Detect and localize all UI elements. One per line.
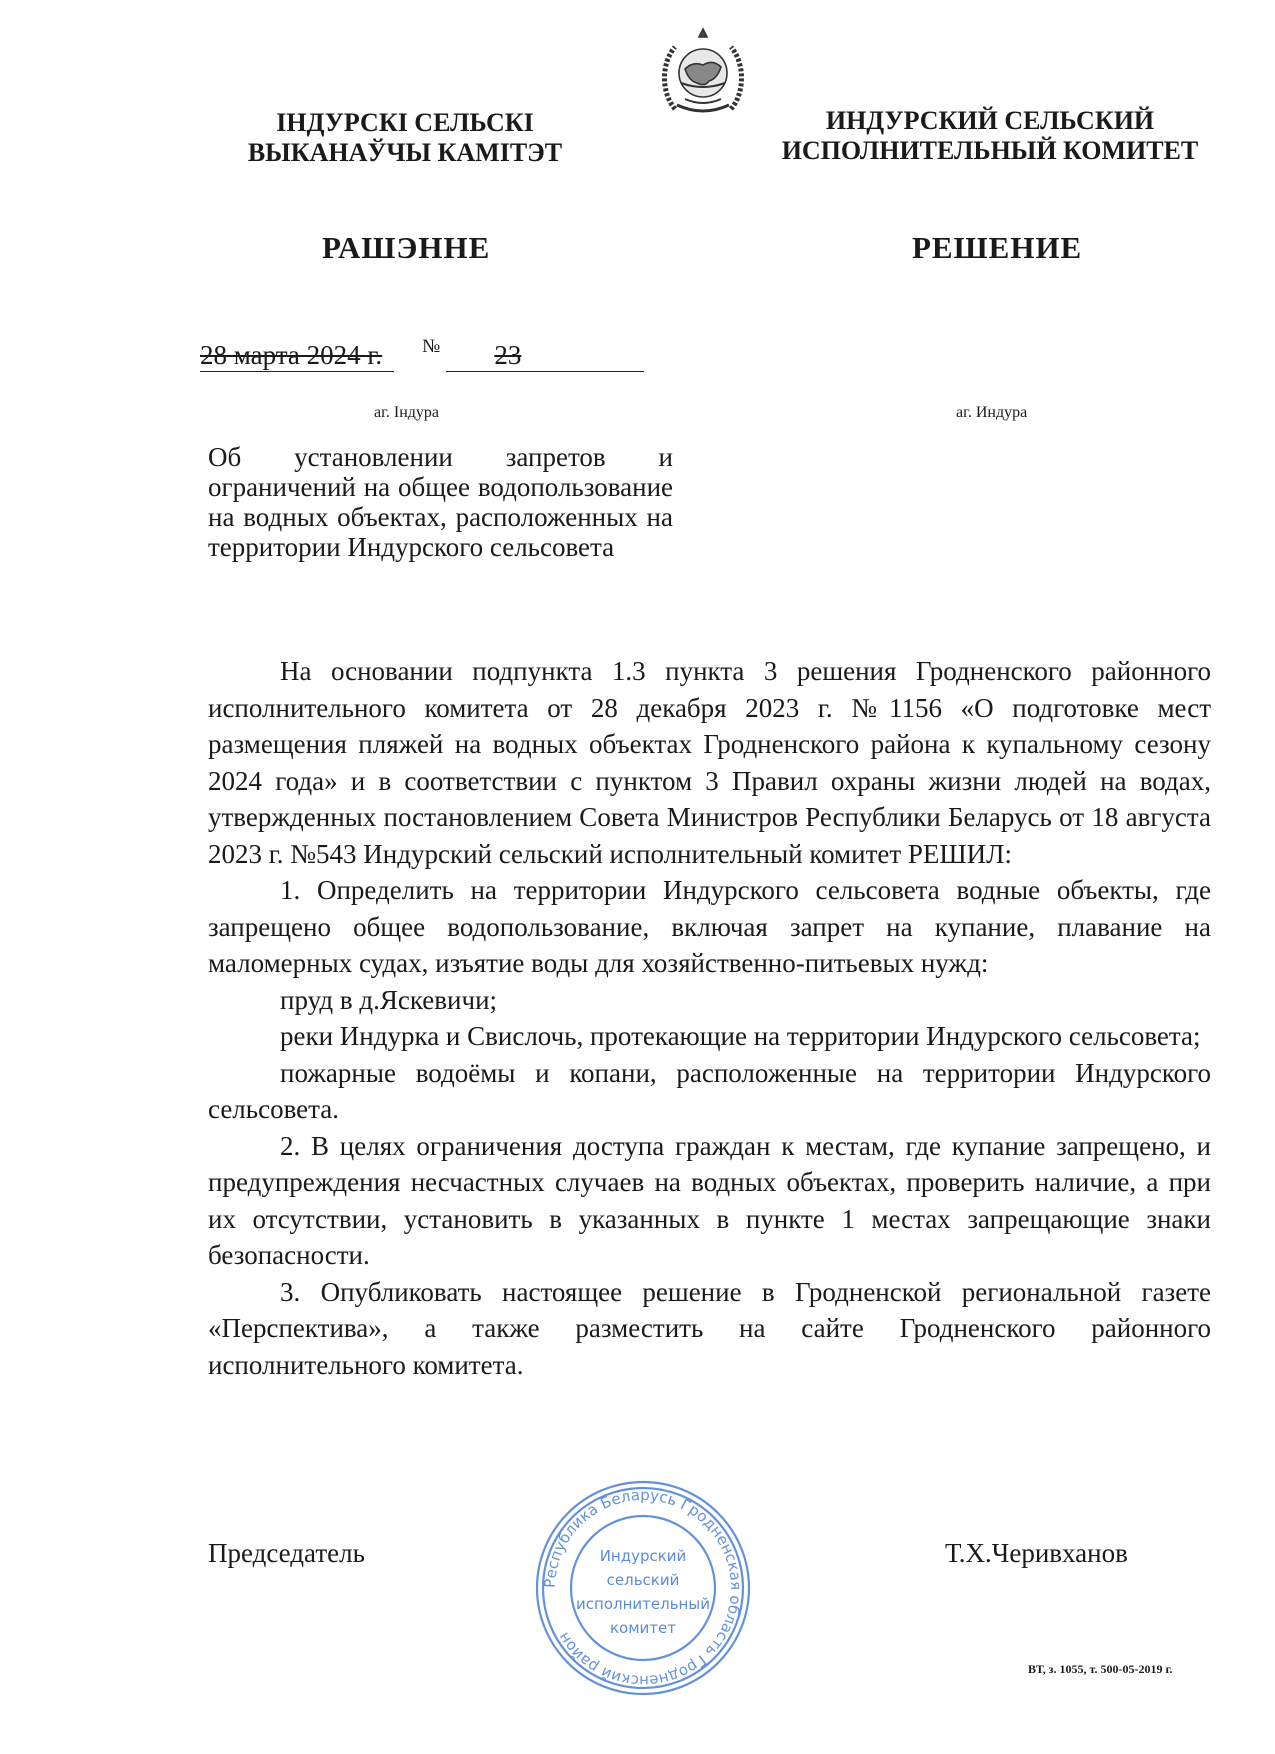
org-ru-line1: ИНДУРСКИЙ СЕЛЬСКИЙ bbox=[825, 106, 1155, 135]
document-date: 28 марта 2024 г. bbox=[200, 340, 394, 372]
seal-center-line4: комитет bbox=[609, 1619, 677, 1637]
document-body bbox=[208, 653, 1211, 1383]
date-number-line bbox=[200, 336, 644, 372]
item-1-list-item: пруд в д.Яскевичи; bbox=[280, 984, 498, 1015]
place-ru: аг. Индура bbox=[956, 404, 1028, 421]
print-footer: ВТ, з. 1055, т. 500-05-2019 г. bbox=[1028, 1662, 1173, 1676]
organization-name-ru bbox=[770, 106, 1210, 166]
seal-ring-text: Республика Беларусь Гродненская область Гродненский район bbox=[540, 1485, 746, 1691]
place-by: аг. Індура bbox=[374, 404, 439, 421]
item-3-paragraph: 3. Опубликовать настоящее решение в Гродненской региональной газете «Перспектива», а также разместить на сайте Гродненского районного исполнительного комитета. bbox=[208, 1276, 1211, 1380]
official-seal bbox=[532, 1477, 754, 1699]
signatory-name: Т.Х.Черивханов bbox=[945, 1538, 1128, 1568]
document-number: 23 bbox=[446, 340, 644, 372]
item-1-list-item: реки Индурка и Свислочь, протекающие на территории Индурского сельсовета; bbox=[280, 1021, 1201, 1051]
signatory-title: Председатель bbox=[208, 1538, 365, 1568]
document-subject: Об установлении запретов и ограничений на общее водопользование на водных объектах, расположенных на территории Индурского сельсовета bbox=[208, 442, 673, 562]
org-ru-line2: ИСПОЛНИТЕЛЬНЫЙ КОМИТЕТ bbox=[781, 136, 1199, 165]
organization-name-by bbox=[220, 108, 590, 168]
doc-type-by: РАШЭННЕ bbox=[322, 230, 491, 265]
item-2-paragraph: 2. В целях ограничения доступа граждан к местам, где купание запрещено, и предупреждения несчастных случаев на водных объектах, проверить наличие, а при их отсутствии, установить в указанных в пункте 1 местах запрещающие знаки безопасности. bbox=[208, 1130, 1211, 1270]
item-1-paragraph: 1. Определить на территории Индурского сельсовета водные объекты, где запрещено общее водопользование, включая запрет на купание, плавание на маломерных судах, изъятие воды для хозяйственно-питьевых нужд: bbox=[208, 875, 1211, 978]
seal-center-line1: Индурский bbox=[599, 1547, 687, 1565]
seal-center-line3: исполнительный bbox=[576, 1595, 710, 1613]
org-by-line1: ІНДУРСКІ СЕЛЬСКІ bbox=[276, 108, 534, 137]
doc-type-ru: РЕШЕНИЕ bbox=[912, 230, 1083, 265]
state-emblem-icon bbox=[655, 25, 751, 121]
item-1-list-item: пожарные водоёмы и копани, расположенные на территории Индурского сельсовета. bbox=[208, 1057, 1211, 1124]
org-by-line2: ВЫКАНАЎЧЫ КАМІТЭТ bbox=[247, 138, 563, 167]
preamble-paragraph: На основании подпункта 1.3 пункта 3 решения Гродненского районного исполнительного комитета от 28 декабря 2023 г. №1156 «О подготовке мест размещения пляжей на водных объектах Гродненского района к купальному сезону 2024 года» и в соответствии с пунктом 3 Правил охраны жизни людей на водах, утвержденных постановлением Совета Министров Республики Беларусь от 18 августа 2023 г. №543 Индурский сельский исполнительный комитет РЕШИЛ: bbox=[208, 656, 1211, 869]
seal-center-line2: сельский bbox=[606, 1571, 680, 1589]
number-sign: № bbox=[422, 336, 441, 357]
